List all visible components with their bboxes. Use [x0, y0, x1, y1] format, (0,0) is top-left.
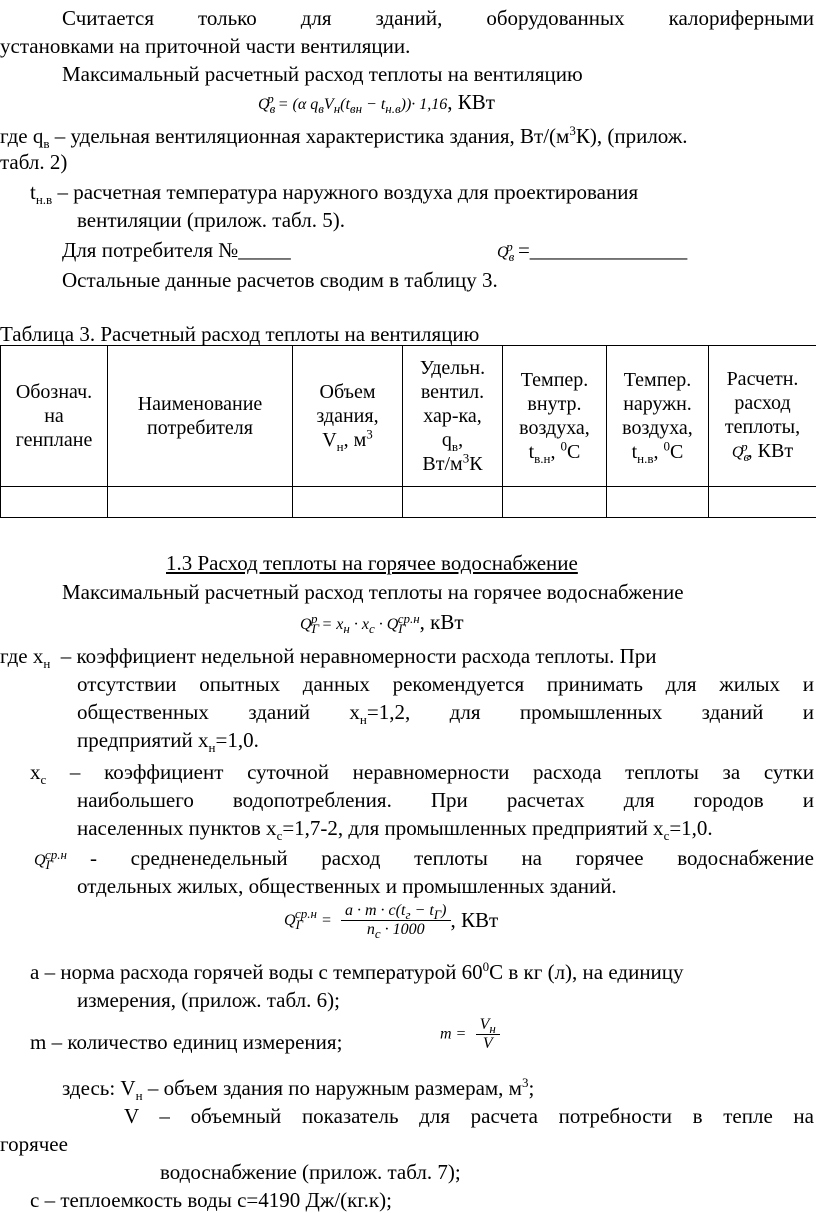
table-header-cell: Темпер. наружн. воздуха, $t_{н.в}$, $^0$С [607, 346, 709, 487]
table-cell [503, 487, 607, 518]
table-cell [607, 487, 709, 518]
text-line: с – теплоемкость воды с=4190 Дж/(кг.к); [30, 1188, 392, 1213]
a-line: а – норма расхода горячей воды с температурой $60^0С$ в кг (л), на единицу [30, 960, 684, 985]
formula-fraction: $\frac{a \cdot m \cdot c(t_г - t_Г)}{n_с \cdot 1000}$ [341, 902, 451, 939]
formula-unit: , КВт [447, 90, 495, 114]
text-line: установками на приточной части вентиляции. [0, 34, 410, 59]
where-qv: где $q_в$ – удельная вентиляционная характеристика здания, $Вт/(м^3К)$, (прилож. [0, 124, 688, 149]
formula-ventilation-expr: $Q_в^р = (\alpha$ $q_вV_н(t_{вн} - t_{н.в}))\cdot 1,16$ [258, 96, 447, 113]
section-title: 1.3 Расход теплоты на горячее водоснабжение [166, 551, 578, 576]
table-cell [293, 487, 403, 518]
text-line: m – количество единиц измерения; [30, 1030, 342, 1055]
table-header-cell: Удельн. вентил. хар-ка, $q_в$, $Вт/м^3К$ [403, 346, 503, 487]
table-caption: Таблица 3. Расчетный расход теплоты на вентиляцию [0, 322, 479, 347]
where-tnv: $t_{н.в}$ – расчетная температура наружного воздуха для проектирования [30, 180, 638, 205]
text-line: Максимальный расчетный расход теплоты на горячее водоснабжение [62, 580, 684, 605]
text-line: горячее [0, 1132, 68, 1157]
table-cell [403, 487, 503, 518]
table-header-cell: Темпер. внутр. воздуха, $t_{в.н}$, $^0$С [503, 346, 607, 487]
formula-unit: , кВт [420, 610, 464, 634]
formula-unit: , КВт [451, 908, 499, 932]
text-line: предприятий $x_н=1,0$. [77, 728, 259, 753]
table-header-cell: Расчетн. расход теплоты, $Q_в^р$, КВт [709, 346, 816, 487]
consumer-line: Для потребителя №_____ [62, 238, 291, 263]
text-line: наибольшего водопотребления. При расчетах для городов и [77, 788, 814, 813]
text-line: V – объемный показатель для расчета потребности в тепле на [124, 1104, 814, 1129]
xn-line: где $x_н$ – коэффициент недельной неравномерности расхода теплоты. При [0, 644, 657, 669]
table-header-cell: Объем здания, $V_н$, $м^3$ [293, 346, 403, 487]
text-line: вентиляции (прилож. табл. 5). [77, 208, 345, 233]
text-line: Остальные данные расчетов сводим в таблицу 3. [62, 268, 498, 293]
table-3 [0, 345, 816, 518]
table-header-cell: Обознач. на генплане [1, 346, 108, 487]
table-cell [709, 487, 816, 518]
xc-line: $x_с$ – коэффициент суточной неравномерности расхода теплоты за сутки [30, 760, 814, 785]
text-line: - средненедельный расход теплоты на горячее водоснабжение [90, 846, 814, 871]
formula-hot-water: $Q_Г^р = x_н \cdot x_с \cdot Q_Г^{ср.н}$, кВт [300, 610, 464, 637]
text-line: табл. 2) [0, 150, 67, 175]
text-line: населенных пунктов $x_с=1,7-2$, для промышленных предприятий $x_с=1,0$. [77, 816, 713, 841]
text-line: Максимальный расчетный расход теплоты на вентиляцию [62, 62, 583, 87]
formula-m: m = $\frac{V_н}{V}$ [440, 1016, 500, 1053]
formula-ventilation [258, 90, 495, 117]
text-line: водоснабжение (прилож. табл. 7); [160, 1160, 461, 1185]
table-cell [108, 487, 293, 518]
text-line: отдельных жилых, общественных и промышленных зданий. [77, 874, 617, 899]
formula-avg-weekly: $Q_Г^{ср.н}$ = $\frac{a \cdot m \cdot c(t_г - t_Г)}{n_с \cdot 1000}$ , КВт [284, 902, 498, 939]
text-line: измерения, (прилож. табл. 6); [77, 988, 340, 1013]
text-line: Считается только для зданий, оборудованных калориферными [62, 6, 814, 31]
consumer-q-blank: $Q_в^р$ =_______________ [497, 238, 687, 265]
qsr-symbol: $Q_Г^{ср.н}$ [34, 846, 67, 873]
table-cell [1, 487, 108, 518]
table-header-cell: Наименование потребителя [108, 346, 293, 487]
zdes-line: здесь: $V_н$ – объем здания по наружным размерам, $м^3$; [62, 1076, 534, 1101]
text-line: общественных зданий $x_н=1,2$, для промышленных зданий и [77, 700, 814, 725]
text-line: отсутствии опытных данных рекомендуется принимать для жилых и [77, 672, 814, 697]
